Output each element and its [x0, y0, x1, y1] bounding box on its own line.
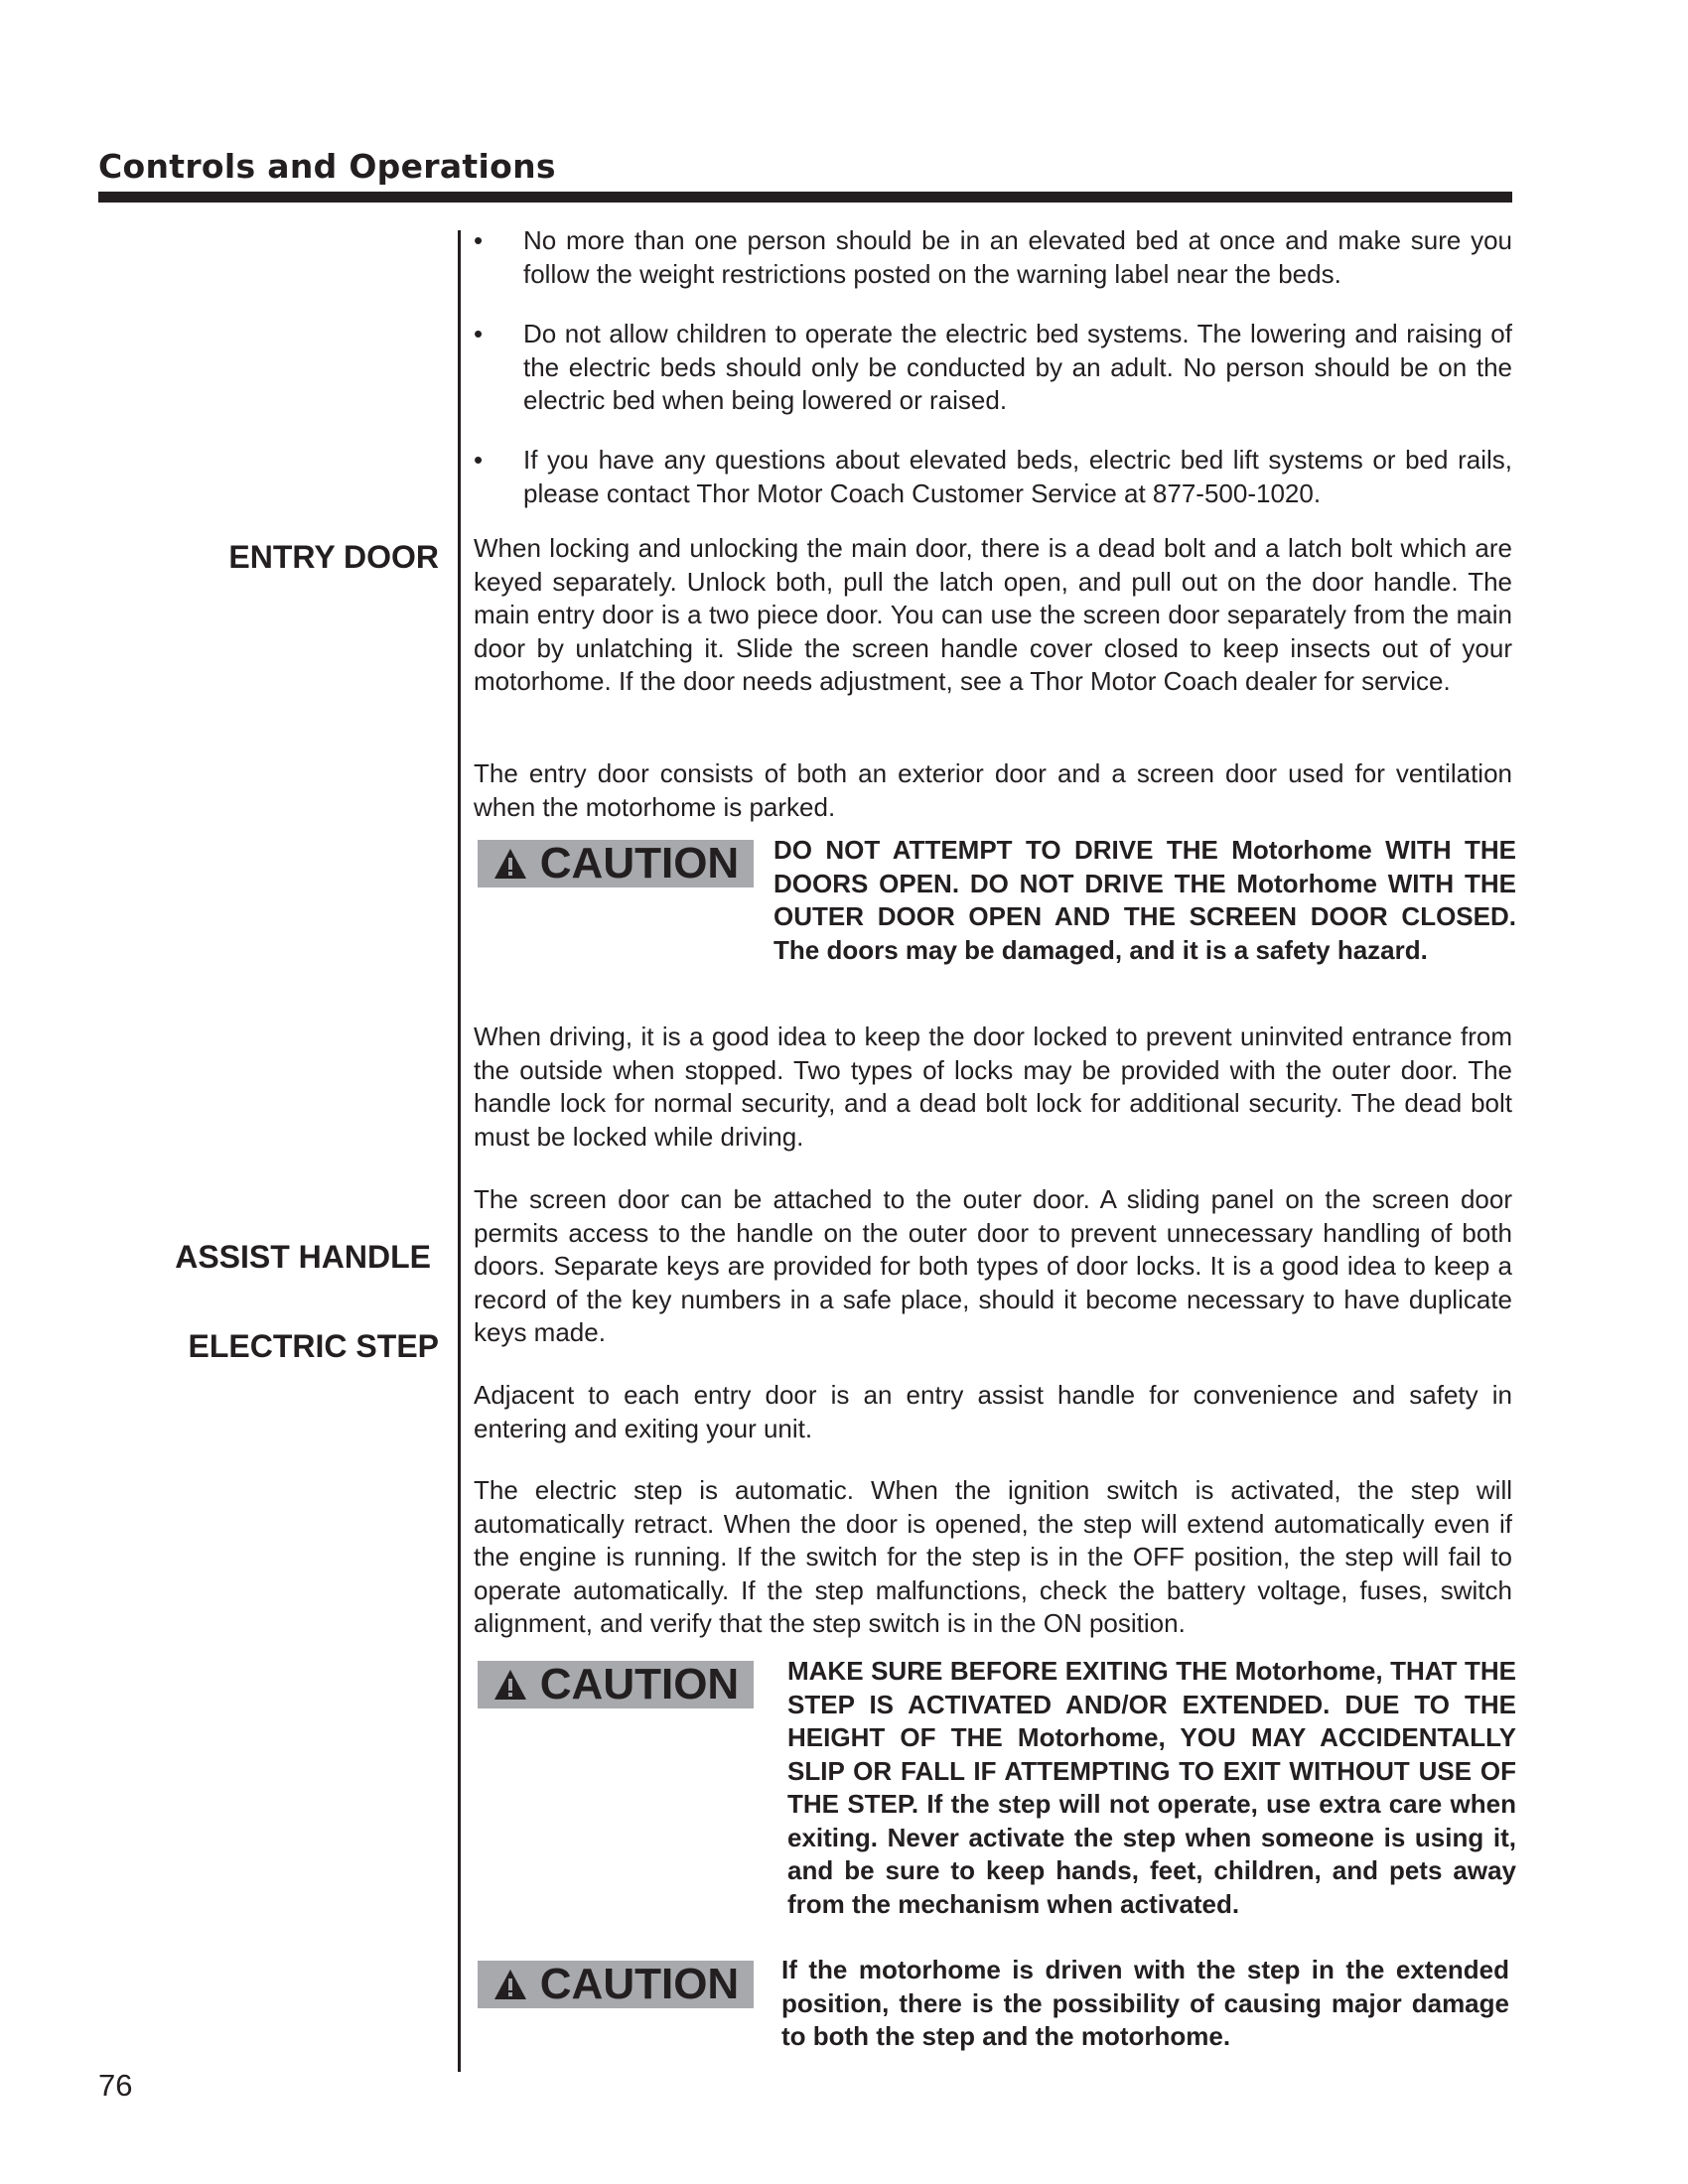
header-rule	[98, 192, 1512, 203]
caution-label: CAUTION	[539, 1660, 740, 1708]
caution-text: DO NOT ATTEMPT TO DRIVE THE Motorhome WITH THE DOORS OPEN. DO NOT DRIVE THE Motorhome WITH THE OUTER DOOR OPEN AND THE SCREEN DOOR CLOSED. The doors may be damaged, and it is a safety hazard.	[774, 835, 1516, 965]
caution-badge	[478, 840, 754, 887]
column-divider	[458, 230, 461, 2072]
list-item	[474, 318, 1512, 418]
page-header-title: Controls and Operations	[98, 147, 556, 186]
paragraph-electric-step: The electric step is automatic. When the ignition switch is activated, the step will automatically retract. When the door is opened, the step will extend automatically even if the engine is running. If the switch for the step is in the OFF position, the step will fail to operate automatically. If the step malfunctions, check the battery voltage, fuses, switch alignment, and verify that the step switch is in the ON position.	[474, 1475, 1512, 1638]
caution-text: MAKE SURE BEFORE EXITING THE Motorhome, THAT THE STEP IS ACTIVATED AND/OR EXTENDED. DUE TO THE HEIGHT OF THE Motorhome, YOU MAY ACCIDENTALLY SLIP OR FALL IF ATTEMPTING TO EXIT WITHOUT USE OF THE STEP. If the step will not operate, use extra care when exiting. Never activate the step when someone is using it, and be sure to keep hands, feet, children, and pets away from the mechanism when activated.	[787, 1656, 1516, 1919]
heading-assist-handle: ASSIST HANDLE	[175, 1239, 431, 1275]
page-number: 76	[98, 2068, 133, 2103]
bullet-glyph: •	[474, 445, 484, 475]
warning-triangle-icon	[492, 1968, 528, 2001]
caution-label: CAUTION	[539, 1960, 740, 2008]
heading-electric-step: ELECTRIC STEP	[188, 1328, 439, 1364]
bullet-text: Do not allow children to operate the electric bed systems. The lowering and raising of the electric beds should only be conducted by an adult. No person should be on the electric bed when being lowered or raised.	[523, 319, 1512, 415]
paragraph-assist-handle: Adjacent to each entry door is an entry assist handle for convenience and safety in entering and exiting your unit.	[474, 1380, 1512, 1443]
caution-text: If the motorhome is driven with the step in the extended position, there is the possibility of causing major damage to both the step and the motorhome.	[781, 1955, 1509, 2051]
warning-triangle-icon	[492, 847, 528, 881]
paragraph-entry-door-1: When locking and unlocking the main door, there is a dead bolt and a latch bolt which are keyed separately. Unlock both, pull the latch open, and pull out on the door handle. The main entry door is a two piece door. You can use the screen door separately from the main door by unlatching it. Slide the screen handle cover closed to keep insects out of your motorhome. If the door needs adjustment, see a Thor Motor Coach dealer for service.	[474, 533, 1512, 696]
paragraph-driving: When driving, it is a good idea to keep the door locked to prevent uninvited entrance from the outside when stopped. Two types of locks may be provided with the outer door. The handle lock for normal security, and a dead bolt lock for additional security. The dead bolt must be locked while driving.	[474, 1022, 1512, 1152]
heading-entry-door: ENTRY DOOR	[228, 539, 439, 575]
list-item	[474, 224, 1512, 291]
bullet-glyph: •	[474, 225, 484, 255]
bullet-text: No more than one person should be in an elevated bed at once and make sure you follow the weight restrictions posted on the warning label near the beds.	[523, 225, 1512, 289]
caution-label: CAUTION	[539, 839, 740, 887]
paragraph-entry-door-2: The entry door consists of both an exterior door and a screen door used for ventilation when the motorhome is parked.	[474, 758, 1512, 822]
paragraph-screen-door: The screen door can be attached to the outer door. A sliding panel on the screen door permits access to the handle on the outer door to prevent unnecessary handling of both doors. Separate keys are provided for both types of door locks. It is a good idea to keep a record of the key numbers in a safe place, should it become necessary to have duplicate keys made.	[474, 1184, 1512, 1347]
list-item	[474, 444, 1512, 510]
caution-badge	[478, 1661, 754, 1708]
caution-badge	[478, 1961, 754, 2008]
bullet-glyph: •	[474, 319, 484, 348]
bullet-text: If you have any questions about elevated beds, electric bed lift systems or bed rails, please contact Thor Motor Coach Customer Service at 877-500-1020.	[523, 445, 1512, 508]
warning-triangle-icon	[492, 1668, 528, 1702]
